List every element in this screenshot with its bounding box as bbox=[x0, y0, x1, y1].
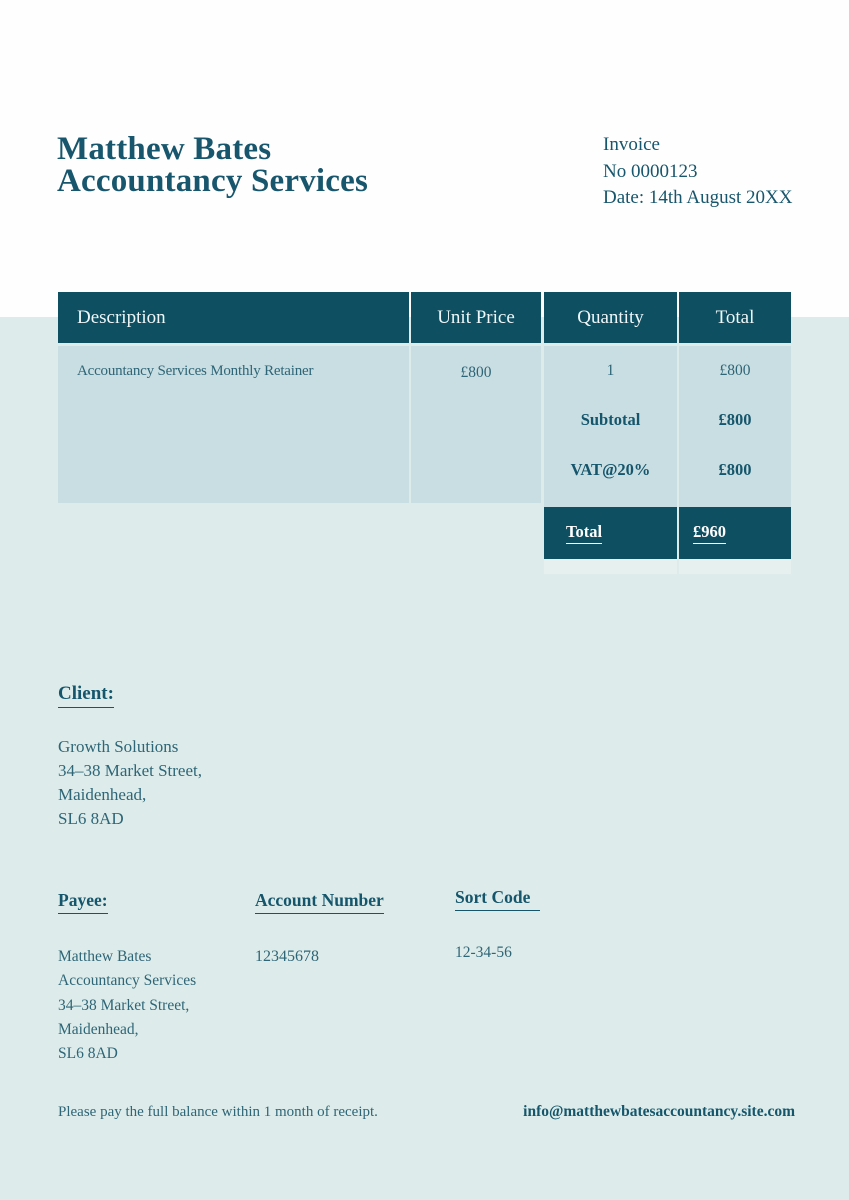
payee-address-line: 34–38 Market Street, bbox=[58, 996, 190, 1014]
column-unit-price bbox=[411, 292, 541, 574]
invoice-date: Date: 14th August 20XX bbox=[603, 187, 793, 208]
invoice-meta bbox=[603, 132, 792, 212]
cell-description: Accountancy Services Monthly Retainer bbox=[58, 346, 409, 503]
header-total: Total bbox=[679, 292, 791, 343]
business-name-line1: Matthew Bates bbox=[57, 131, 272, 167]
payee-address bbox=[58, 945, 196, 1066]
client-heading: Client: bbox=[58, 683, 114, 708]
cell-total-stack bbox=[679, 346, 791, 507]
sort-code-section bbox=[455, 887, 540, 962]
header-unit-price: Unit Price bbox=[411, 292, 541, 343]
grand-total-value: £960 bbox=[693, 522, 726, 544]
client-address-line: 34–38 Market Street, bbox=[58, 761, 202, 780]
payee-address-line: Matthew Bates bbox=[58, 948, 152, 965]
subtotal-value: £800 bbox=[718, 410, 752, 429]
table-footer-strip bbox=[544, 559, 677, 574]
vat-value: £800 bbox=[718, 460, 752, 479]
payee-heading: Payee: bbox=[58, 890, 108, 914]
business-name bbox=[57, 133, 368, 197]
payee-section bbox=[58, 890, 196, 1066]
payee-address-line: SL6 8AD bbox=[58, 1045, 118, 1063]
business-name-line2: Accountancy Services bbox=[57, 163, 369, 199]
client-section bbox=[58, 683, 202, 831]
invoice-label: Invoice bbox=[603, 134, 660, 155]
payee-address-line: Accountancy Services bbox=[58, 972, 197, 990]
header-quantity: Quantity bbox=[544, 292, 677, 343]
client-address-line: Maidenhead, bbox=[58, 785, 147, 804]
payment-terms-note: Please pay the full balance within 1 month of receipt. bbox=[58, 1104, 378, 1120]
vat-label: VAT@20% bbox=[570, 460, 651, 479]
invoice-number: No 0000123 bbox=[603, 160, 698, 182]
quantity-value: 1 bbox=[606, 362, 615, 379]
sort-code-heading: Sort Code bbox=[455, 887, 540, 911]
payee-address-line: Maidenhead, bbox=[58, 1020, 139, 1038]
client-address bbox=[58, 735, 202, 831]
total-row-value-cell bbox=[679, 507, 791, 559]
table-footer-strip bbox=[679, 559, 791, 574]
total-label: Total bbox=[566, 522, 602, 544]
cell-unit-price: £800 bbox=[411, 346, 541, 503]
contact-email: info@matthewbatesaccountancy.site.com bbox=[523, 1103, 795, 1120]
column-description bbox=[58, 292, 409, 574]
subtotal-label: Subtotal bbox=[580, 410, 641, 429]
line-total-value: £800 bbox=[719, 362, 751, 379]
column-total bbox=[679, 292, 791, 574]
total-row-label-cell bbox=[544, 507, 677, 559]
invoice-table bbox=[58, 292, 791, 574]
account-number-section bbox=[255, 890, 384, 966]
account-number-heading: Account Number bbox=[255, 890, 384, 914]
account-number-value: 12345678 bbox=[255, 948, 319, 965]
client-address-line: SL6 8AD bbox=[58, 809, 124, 828]
client-address-line: Growth Solutions bbox=[58, 737, 179, 756]
column-quantity bbox=[544, 292, 677, 574]
cell-quantity-stack bbox=[544, 346, 677, 507]
header-description: Description bbox=[58, 292, 409, 343]
sort-code-value: 12-34-56 bbox=[455, 944, 512, 961]
